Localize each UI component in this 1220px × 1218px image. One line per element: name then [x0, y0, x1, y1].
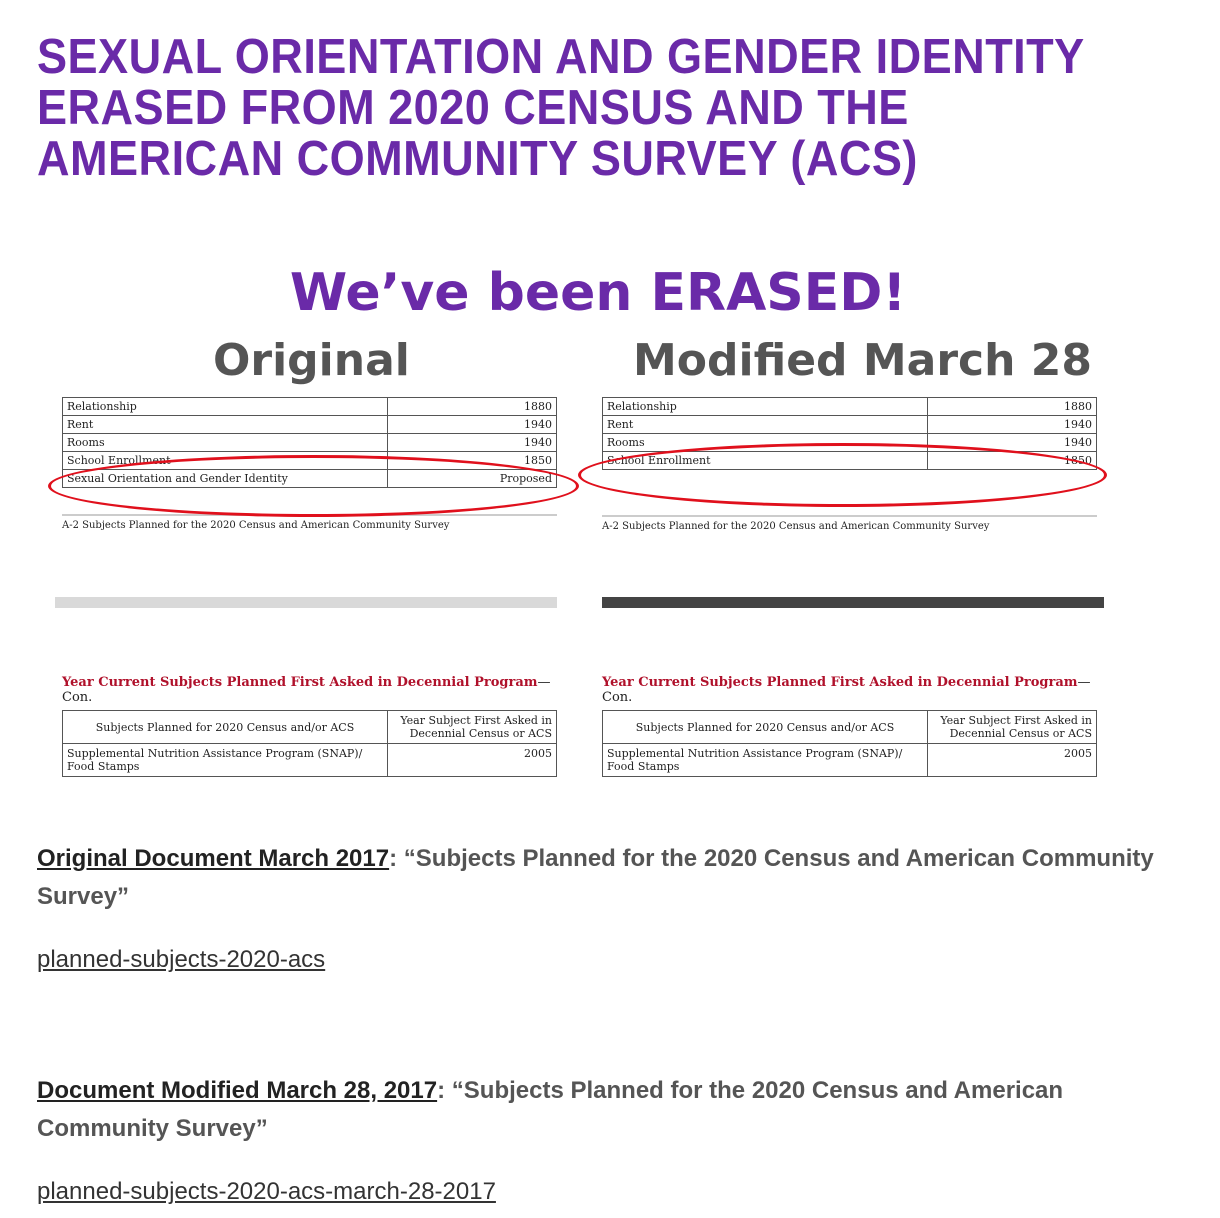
year-cell: 1940	[388, 434, 557, 452]
subject-cell: Supplemental Nutrition Assistance Program (SNAP)/ Food Stamps	[63, 744, 388, 777]
table-row	[63, 416, 557, 434]
subject-cell: Sexual Orientation and Gender Identity	[63, 470, 388, 488]
original-document-paragraph	[37, 840, 1167, 916]
table-header-row	[63, 711, 557, 744]
modified-separator-bar	[602, 597, 1104, 608]
modified-document-paragraph	[37, 1072, 1167, 1148]
table-row	[63, 744, 557, 777]
year-cell: 1940	[928, 416, 1097, 434]
subject-cell: Rent	[63, 416, 388, 434]
year-cell: 1880	[388, 398, 557, 416]
year-cell: 1940	[928, 434, 1097, 452]
section-title-text: Year Current Subjects Planned First Asked in Decennial Program	[602, 675, 1078, 690]
modified-caption: A-2 Subjects Planned for the 2020 Census and American Community Survey	[602, 515, 1097, 532]
column-header-year: Year Subject First Asked in Decennial Census or ACS	[388, 711, 557, 744]
subject-cell: Rent	[603, 416, 928, 434]
original-document-label: Original Document March 2017	[37, 845, 390, 872]
original-lower-table	[62, 710, 557, 777]
subject-cell: Relationship	[63, 398, 388, 416]
table-row	[603, 398, 1097, 416]
subject-cell: School Enrollment	[63, 452, 388, 470]
original-label: Original	[213, 335, 410, 386]
column-header-subject: Subjects Planned for 2020 Census and/or ACS	[603, 711, 928, 744]
year-cell: 2005	[388, 744, 557, 777]
column-header-subject: Subjects Planned for 2020 Census and/or ACS	[63, 711, 388, 744]
section-title-text: Year Current Subjects Planned First Asked in Decennial Program	[62, 675, 538, 690]
year-cell: 2005	[928, 744, 1097, 777]
subject-cell: Supplemental Nutrition Assistance Program (SNAP)/ Food Stamps	[603, 744, 928, 777]
comparison-infographic	[38, 255, 1158, 785]
modified-document-text: : “Subjects Planned for the 2020 Census and American Community Survey”	[37, 1077, 1064, 1142]
modified-section-title	[602, 675, 1112, 705]
original-document-text: : “Subjects Planned for the 2020 Census and American Community Survey”	[37, 845, 1154, 910]
table-row	[63, 398, 557, 416]
year-cell: 1940	[388, 416, 557, 434]
year-cell: Proposed	[388, 470, 557, 488]
modified-lower-table	[602, 710, 1097, 777]
infographic-title: We’ve been ERASED!	[289, 263, 907, 323]
subject-cell: Rooms	[63, 434, 388, 452]
year-cell: 1880	[928, 398, 1097, 416]
original-document-link[interactable]: planned-subjects-2020-acs	[37, 946, 326, 973]
original-lower-panel	[62, 710, 562, 777]
year-cell: 1850	[388, 452, 557, 470]
subject-cell: Rooms	[603, 434, 928, 452]
modified-document-label: Document Modified March 28, 2017	[37, 1077, 438, 1104]
table-header-row	[603, 711, 1097, 744]
modified-label: Modified March 28	[633, 335, 1092, 386]
subject-cell: Relationship	[603, 398, 928, 416]
modified-document-link[interactable]: planned-subjects-2020-acs-march-28-2017	[37, 1178, 496, 1205]
modified-highlight-circle	[578, 443, 1107, 507]
section-cont-text: —Con.	[62, 675, 551, 705]
original-highlight-circle	[48, 455, 579, 517]
modified-lower-panel	[602, 710, 1102, 777]
section-cont-text: —Con.	[602, 675, 1091, 705]
table-row	[603, 416, 1097, 434]
table-row	[63, 434, 557, 452]
original-section-title	[62, 675, 572, 705]
column-header-year: Year Subject First Asked in Decennial Census or ACS	[928, 711, 1097, 744]
original-caption: A-2 Subjects Planned for the 2020 Census and American Community Survey	[62, 514, 557, 531]
subject-cell: School Enrollment	[603, 452, 928, 470]
page-title: SEXUAL ORIENTATION AND GENDER IDENTITY ERASED FROM 2020 CENSUS AND THE AMERICAN COMMUNITY SURVEY (ACS)	[37, 30, 1084, 186]
table-row	[603, 744, 1097, 777]
year-cell: 1850	[928, 452, 1097, 470]
original-separator-bar	[55, 597, 557, 608]
